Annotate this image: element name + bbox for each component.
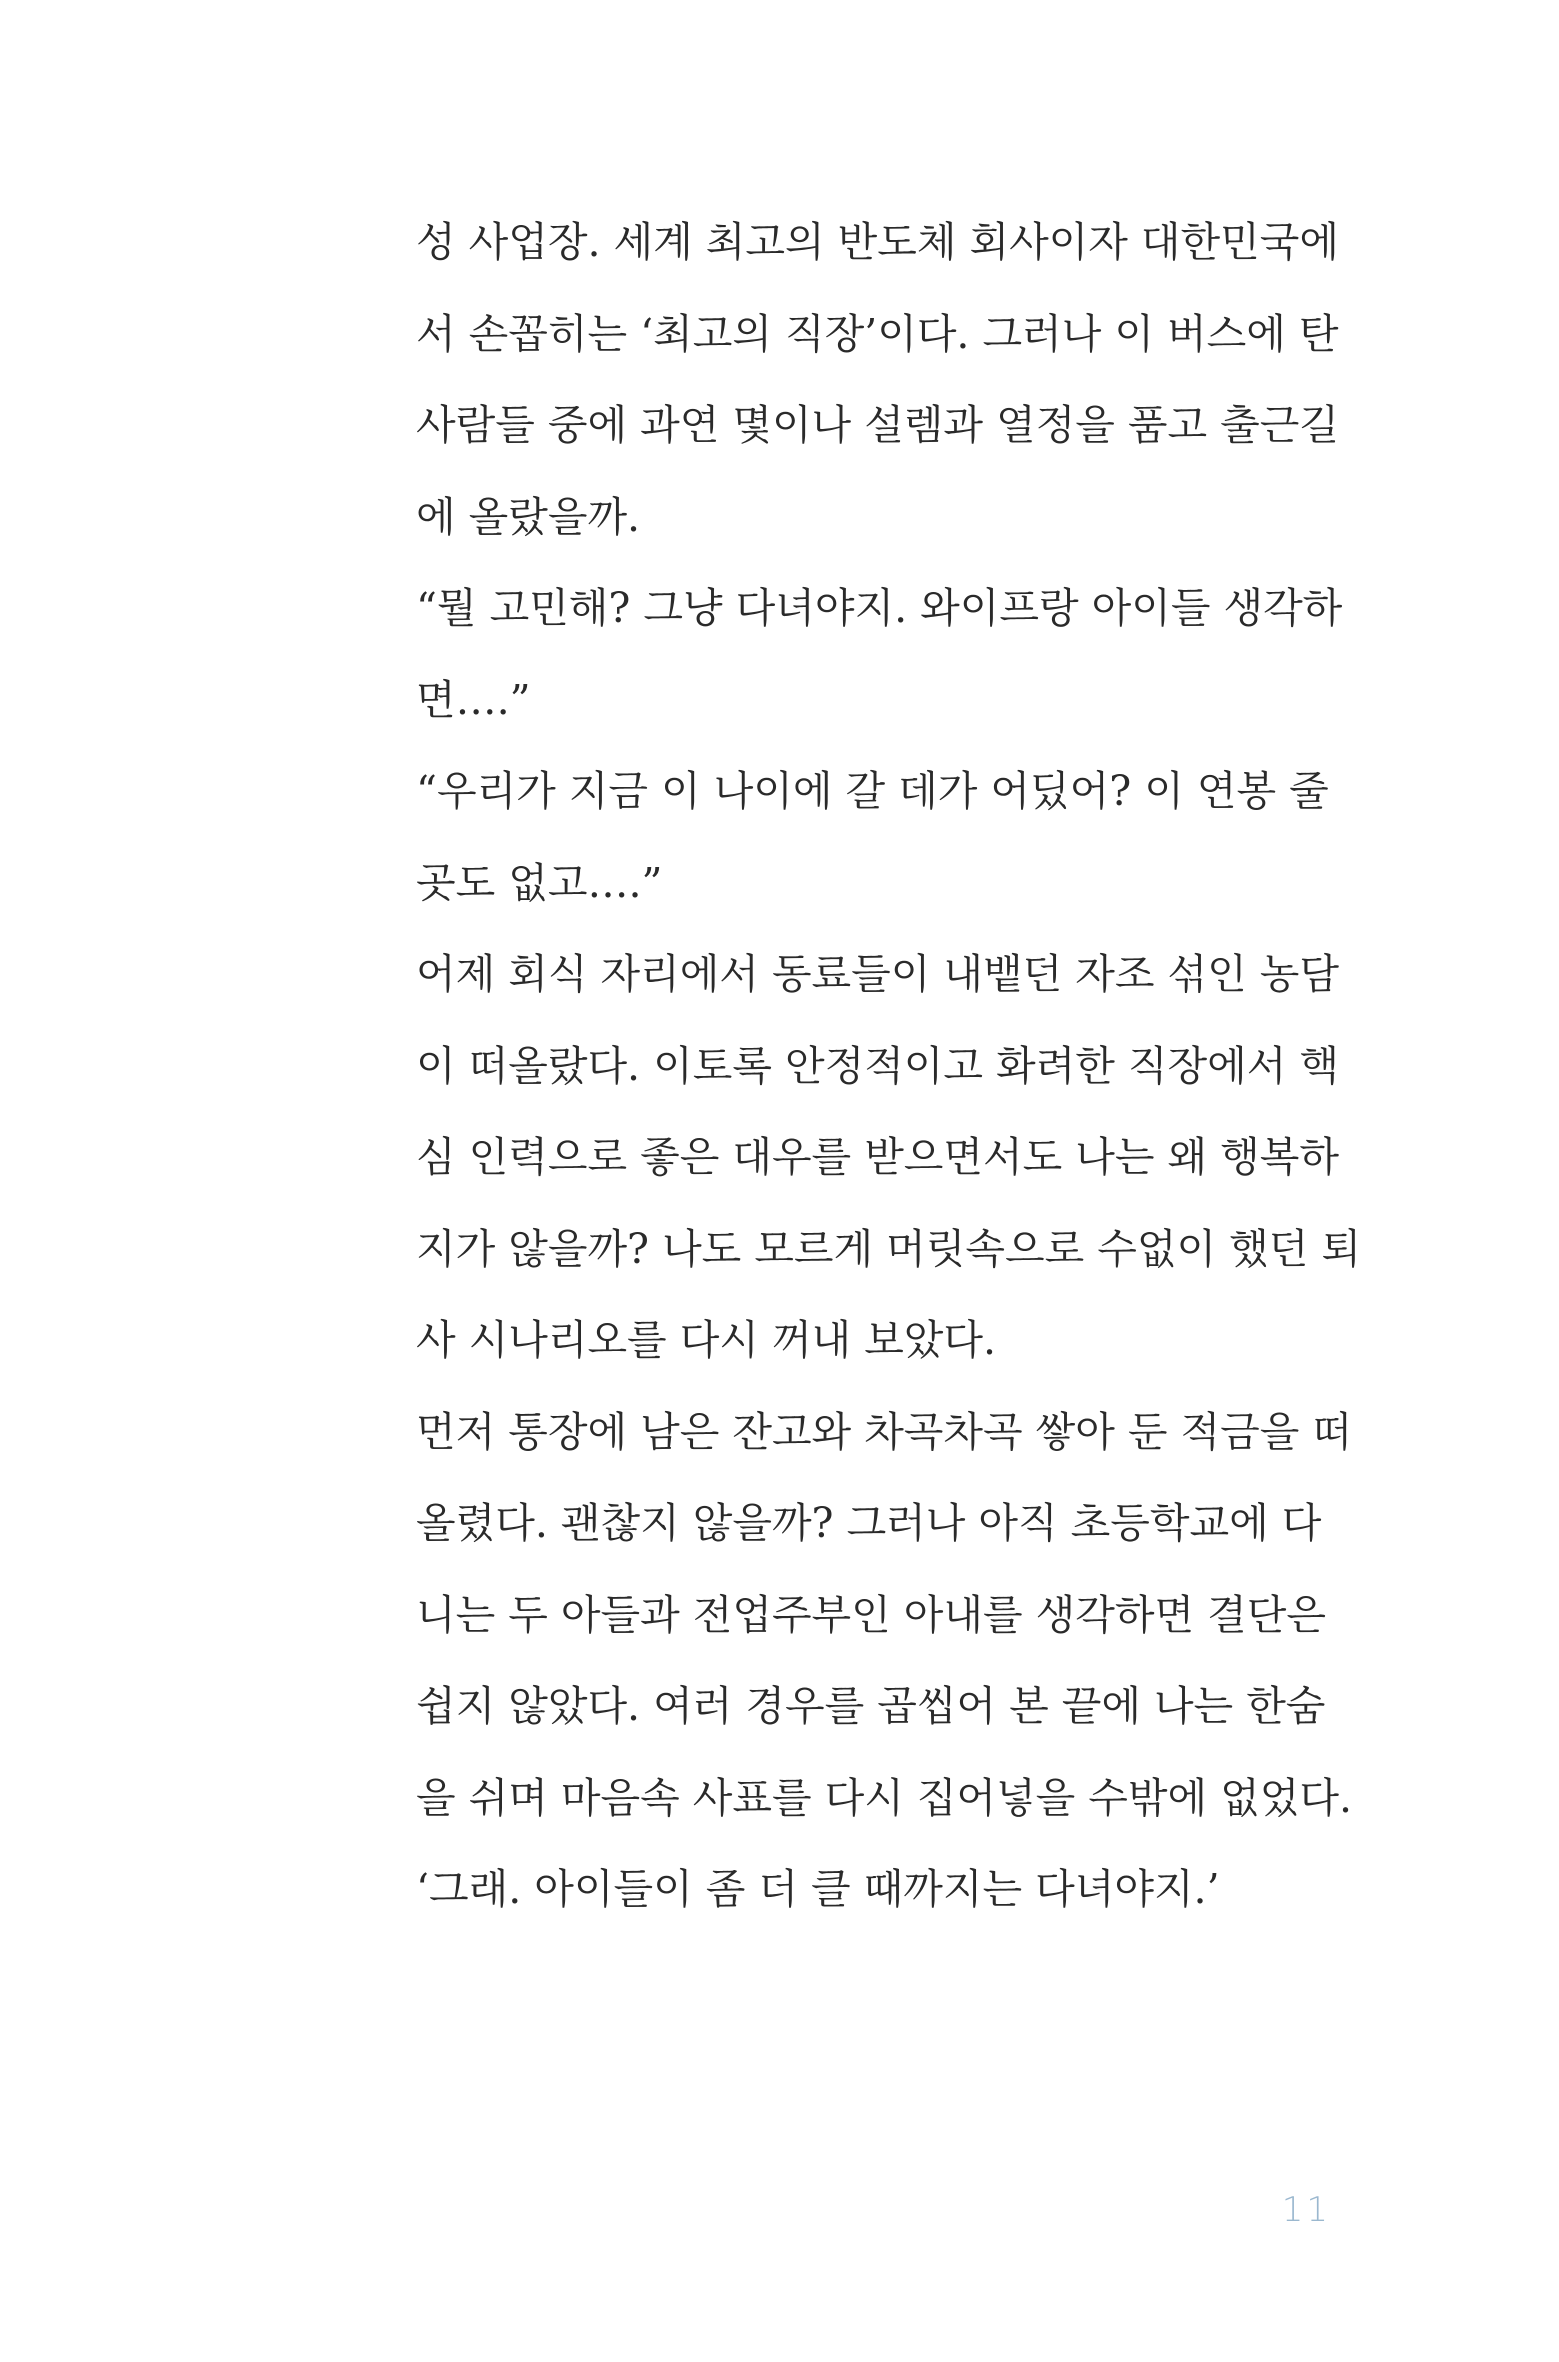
text-line: 니는 두 아들과 전업주부인 아내를 생각하면 결단은 — [416, 1590, 1326, 1639]
page-number: 11 — [1281, 2190, 1331, 2230]
text-line: 에 올랐을까. — [416, 492, 641, 541]
text-line: 사 시나리오를 다시 꺼내 보았다. — [416, 1316, 997, 1364]
text-line: 성 사업장. 세계 최고의 반도체 회사이자 대한민국에 — [416, 218, 1339, 266]
text-line: 쉽지 않았다. 여러 경우를 곱씹어 본 끝에 나는 한숨 — [416, 1682, 1326, 1730]
text-line: 올렸다. 괜찮지 않을까? 그러나 아직 초등학교에 다 — [416, 1499, 1322, 1547]
text-line: 서 손꼽히는 ‘최고의 직장’이다. 그러나 이 버스에 탄 — [416, 309, 1339, 358]
text-line: “뭘 고민해? 그냥 다녀야지. 와이프랑 아이들 생각하 — [416, 584, 1343, 632]
text-line: 어제 회식 자리에서 동료들이 내뱉던 자조 섞인 농담 — [416, 950, 1339, 998]
text-line: 심 인력으로 좋은 대우를 받으면서도 나는 왜 행복하 — [416, 1133, 1339, 1181]
text-line: 먼저 통장에 남은 잔고와 차곡차곡 쌓아 둔 적금을 떠 — [416, 1407, 1352, 1456]
text-line: 곳도 없고….” — [416, 858, 663, 907]
text-line: “우리가 지금 이 나이에 갈 데가 어딨어? 이 연봉 줄 — [416, 767, 1329, 815]
text-line: ‘그래. 아이들이 좀 더 클 때까지는 다녀야지.’ — [416, 1865, 1220, 1913]
text-line: 지가 않을까? 나도 모르게 머릿속으로 수없이 했던 퇴 — [416, 1224, 1361, 1273]
body-text — [416, 213, 1361, 1952]
text-line: 사람들 중에 과연 몇이나 설렘과 열정을 품고 출근길 — [416, 401, 1339, 449]
text-line: 면….” — [416, 675, 531, 724]
text-line: 을 쉬며 마음속 사표를 다시 집어넣을 수밖에 없었다. — [416, 1773, 1352, 1822]
text-line: 이 떠올랐다. 이토록 안정적이고 화려한 직장에서 핵 — [416, 1041, 1339, 1090]
